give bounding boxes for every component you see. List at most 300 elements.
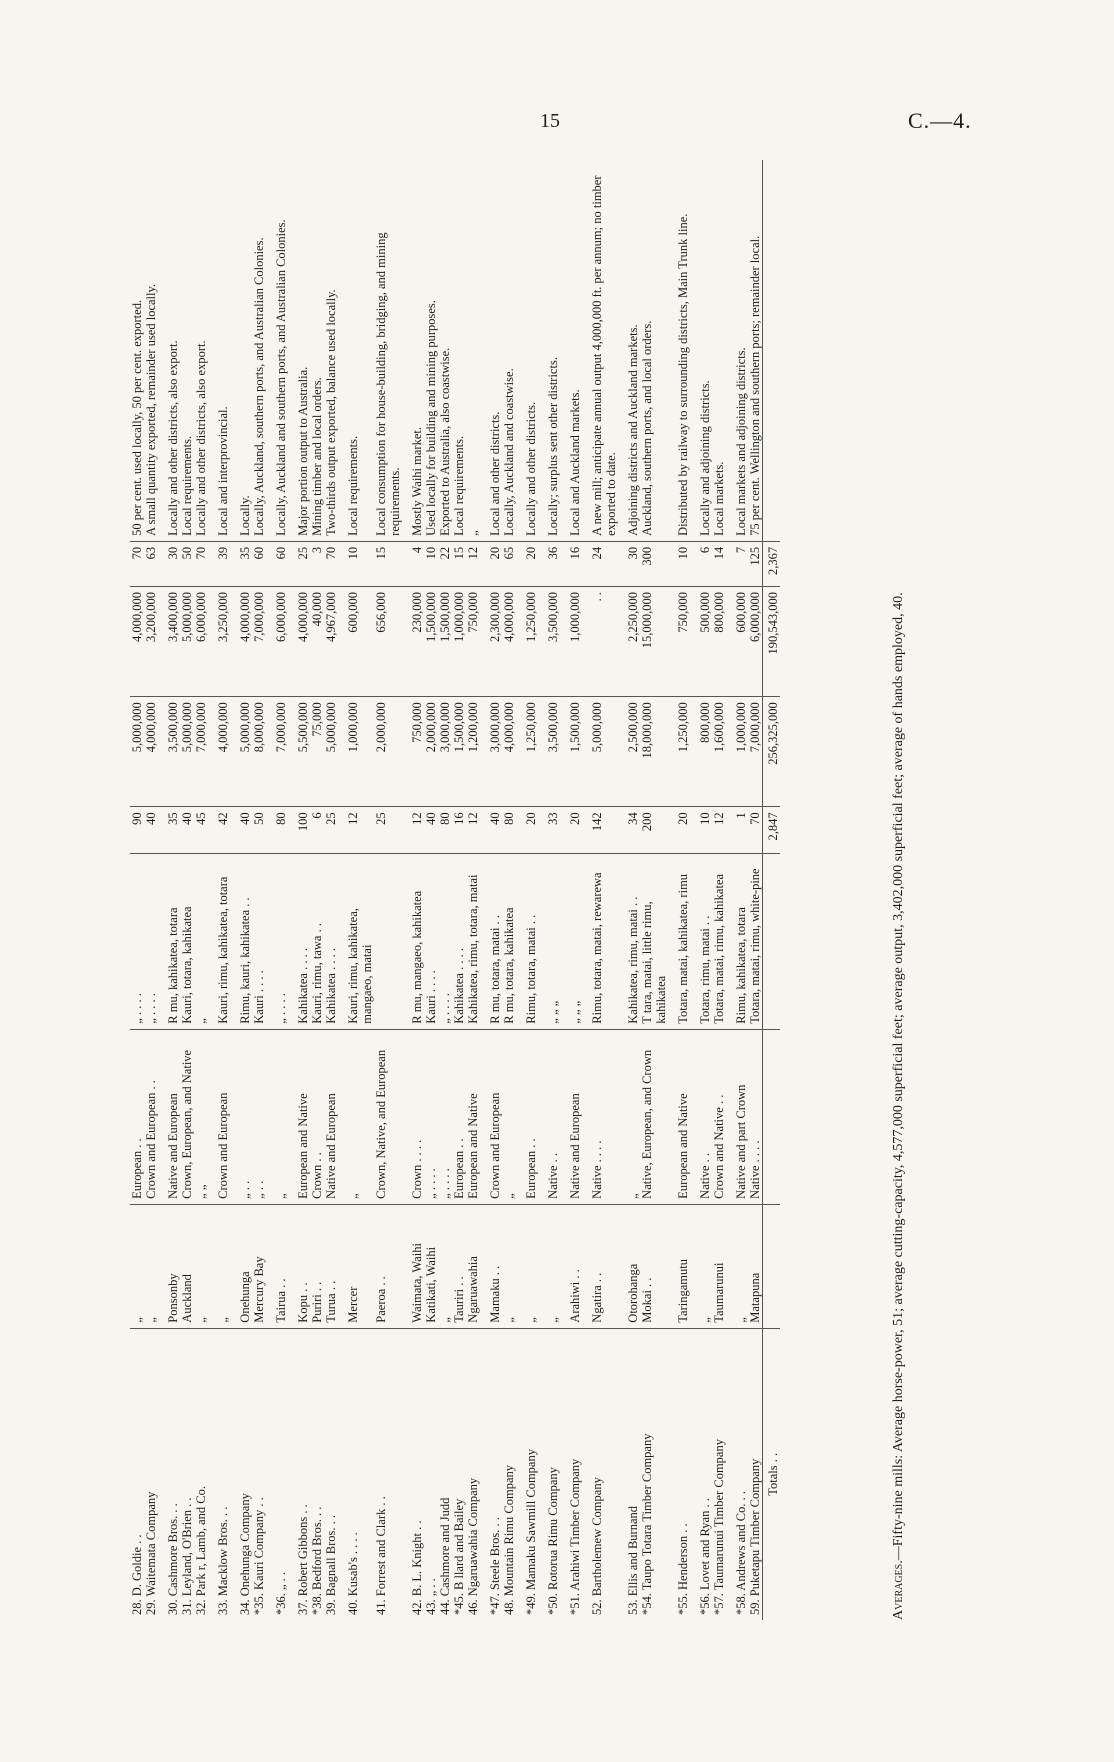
cell-hp: 1 — [726, 807, 748, 854]
cell-name: *58. Andrews and Co. . . — [734, 1491, 748, 1615]
cell-name: 59. Puketapu Timber Company — [748, 1458, 762, 1615]
cell-hands: 36 — [538, 541, 560, 586]
cell-hands: 60 — [252, 541, 266, 586]
cell-timber: „ „ „ — [560, 854, 582, 1029]
cell-place: „ — [690, 1204, 712, 1328]
cell-hp: 80 — [266, 807, 288, 854]
cell-mkt: A small quantity exported, remainder used locally. — [144, 160, 158, 541]
cell-out: 6,000,000 — [748, 587, 763, 697]
cell-hp: 80 — [438, 807, 452, 854]
table-row — [158, 160, 180, 1620]
cell-cap: 5,000,000 — [230, 697, 252, 807]
cell-mkt: Adjoining districts and Auckland markets. — [618, 160, 640, 541]
cell-cap: 2,000,000 — [424, 697, 438, 807]
cell-tenure: „ — [338, 1029, 374, 1204]
cell-cap: 1,250,000 — [668, 697, 690, 807]
cell-tenure: Crown, European, and Native — [180, 1029, 194, 1204]
cell-place: „ — [438, 1204, 452, 1328]
cell-out: 2,250,000 — [618, 587, 640, 697]
cell-hp: 12 — [466, 807, 480, 854]
cell-mkt: Local markets. — [712, 160, 726, 541]
cell-name: 53. Ellis and Burnand — [626, 1505, 640, 1615]
cell-name: 30. Cashmore Bros. . . — [166, 1503, 180, 1615]
table-row — [748, 160, 763, 1620]
page-number: 15 — [540, 110, 560, 132]
cell-place: Tauriri . . — [452, 1204, 466, 1328]
table-row — [438, 160, 452, 1620]
table-row — [324, 160, 338, 1620]
cell-tenure: „ . . . . — [438, 1029, 452, 1204]
cell-mkt: Local and Auckland markets. — [560, 160, 582, 541]
cell-out: 600,000 — [726, 587, 748, 697]
cell-cap: 1,500,000 — [452, 697, 466, 807]
cell-out: 4,967,000 — [324, 587, 338, 697]
cell-place: Taumarunui — [712, 1204, 726, 1328]
cell-mkt: Locally and other districts, also export. — [158, 160, 180, 541]
totals-output: 190,543,000 — [763, 587, 781, 697]
cell-hands: 10 — [668, 541, 690, 586]
cell-out: 7,000,000 — [252, 587, 266, 697]
cell-cap: 8,000,000 — [252, 697, 266, 807]
table-row — [230, 160, 252, 1620]
cell-name: 28. D. Goldie . . — [130, 1534, 144, 1615]
cell-mkt: Locally, Auckland, southern ports, and Australian Colonies. — [252, 160, 266, 541]
cell-hp: 34 — [618, 807, 640, 854]
cell-timber: Rimu, totara, matai . . — [516, 854, 538, 1029]
table-row — [194, 160, 208, 1620]
cell-out: 6,000,000 — [266, 587, 288, 697]
cell-tenure: „ . . — [252, 1029, 266, 1204]
table-row — [310, 160, 324, 1620]
cell-name: 46. Ngaruawahia Company — [466, 1477, 480, 1615]
table-row — [640, 160, 668, 1620]
cell-cap: 3,500,000 — [158, 697, 180, 807]
table-row — [560, 160, 582, 1620]
cell-out: 500,000 — [690, 587, 712, 697]
cell-out: 40,000 — [310, 587, 324, 697]
cell-tenure: European . . — [516, 1029, 538, 1204]
cell-name: *56. Lovet and Ryan . . — [698, 1498, 712, 1615]
cell-out: 1,500,000 — [438, 587, 452, 697]
cell-place: Katikati, Waihi — [424, 1204, 438, 1328]
cell-hands: 63 — [144, 541, 158, 586]
averages-text: —Fifty-nine mills: Average horse-power, 51; average cutting-capacity, 4,577,000 superficial feet; average output, 3,402,000 superficial feet; average of hands employed, 40. — [891, 592, 906, 1561]
cell-timber: Kahikatea . . . . — [324, 854, 338, 1029]
cell-mkt: 75 per cent. Wellington and southern ports; remainder local. — [748, 160, 763, 541]
cell-timber: R mu, kahikatea, totara — [158, 854, 180, 1029]
totals-hp: 2,847 — [763, 807, 781, 854]
cell-cap: 3,500,000 — [538, 697, 560, 807]
cell-tenure: „ . . — [230, 1029, 252, 1204]
cell-mkt: Major portion output to Australia. — [288, 160, 310, 541]
cell-hp: 100 — [288, 807, 310, 854]
table-row — [452, 160, 466, 1620]
cell-mkt: Local requirements. — [338, 160, 374, 541]
cell-hands: 12 — [466, 541, 480, 586]
cell-hands: 30 — [618, 541, 640, 586]
cell-hands: 65 — [502, 541, 516, 586]
cell-out: 4,000,000 — [230, 587, 252, 697]
cell-name: *54. Taupo Totara Timber Company — [640, 1433, 654, 1615]
cell-place: Puriri . . — [310, 1204, 324, 1328]
cell-cap: 75,000 — [310, 697, 324, 807]
cell-out: 6,000,000 — [194, 587, 208, 697]
cell-tenure: European and Native — [466, 1029, 480, 1204]
cell-name: 43. „ . . — [424, 1578, 438, 1615]
cell-out: 15,000,000 — [640, 587, 668, 697]
cell-tenure: Native and European — [158, 1029, 180, 1204]
cell-hands: 14 — [712, 541, 726, 586]
cell-hp: 35 — [158, 807, 180, 854]
cell-place: Matapuna — [748, 1204, 763, 1328]
cell-timber: Totara, matai, rimu, white-pine — [748, 854, 763, 1029]
cell-name: *51. Arahiwi Timber Company — [568, 1458, 582, 1615]
cell-hp: 40 — [144, 807, 158, 854]
cell-cap: 750,000 — [402, 697, 424, 807]
cell-cap: 7,000,000 — [748, 697, 763, 807]
cell-mkt: Auckland, southern ports, and local orders. — [640, 160, 668, 541]
cell-hp: 25 — [324, 807, 338, 854]
cell-cap: 2,000,000 — [374, 697, 402, 807]
cell-timber: „ „ „ — [538, 854, 560, 1029]
cell-tenure: Crown . . . . — [402, 1029, 424, 1204]
table-row — [690, 160, 712, 1620]
cell-place: Kopu . . — [288, 1204, 310, 1328]
cell-cap: 1,000,000 — [726, 697, 748, 807]
cell-hp: 80 — [502, 807, 516, 854]
cell-cap: 5,000,000 — [324, 697, 338, 807]
document-code: C.—4. — [908, 108, 972, 133]
table-row — [726, 160, 748, 1620]
cell-mkt: Local markets and adjoining districts. — [726, 160, 748, 541]
cell-mkt: Locally and other districts, also export. — [194, 160, 208, 541]
cell-cap: 18,000,000 — [640, 697, 668, 807]
cell-hands: 39 — [208, 541, 230, 586]
cell-timber: Kauri, totara, kahikatea — [180, 854, 194, 1029]
cell-cap: 7,000,000 — [266, 697, 288, 807]
cell-timber: Kauri, rimu, kahikatea, mangaeo, matai — [338, 854, 374, 1029]
cell-tenure: Crown and European — [480, 1029, 502, 1204]
cell-timber: „ . . . . — [438, 854, 452, 1029]
cell-place: Mercer — [338, 1204, 374, 1328]
cell-cap: 4,000,000 — [502, 697, 516, 807]
cell-hp: 10 — [690, 807, 712, 854]
cell-name: 29. Waitemata Company — [144, 1491, 158, 1615]
cell-place: Mamaku . . — [480, 1204, 502, 1328]
totals-row — [763, 160, 781, 1620]
cell-tenure: „ — [618, 1029, 640, 1204]
cell-name: 33. Macklow Bros. . . — [216, 1506, 230, 1615]
cell-name: 31. Leyland, O'Brien . . — [180, 1497, 194, 1615]
cell-name: *45. B llard and Bailey — [452, 1498, 466, 1615]
cell-timber: Kahikatea, rimu, matai . . — [618, 854, 640, 1029]
cell-timber: T tara, matai, little rimu, kahikatea — [640, 854, 668, 1029]
cell-tenure: „ „ — [194, 1029, 208, 1204]
cell-hands: 10 — [424, 541, 438, 586]
cell-hp: 16 — [452, 807, 466, 854]
cell-hands: 60 — [266, 541, 288, 586]
cell-out: 2,300,000 — [480, 587, 502, 697]
cell-cap: 7,000,000 — [194, 697, 208, 807]
cell-timber: Rimu, kahikatea, totara — [726, 854, 748, 1029]
cell-hp: 20 — [516, 807, 538, 854]
cell-name: 40. Kusab's . . . . — [346, 1532, 360, 1615]
cell-cap: 5,000,000 — [582, 697, 618, 807]
cell-place: Taringamutu — [668, 1204, 690, 1328]
cell-hands: 20 — [516, 541, 538, 586]
cell-name: *38. Bedford Bros. . . — [310, 1506, 324, 1615]
cell-timber — [374, 854, 402, 1029]
cell-hands: 50 — [180, 541, 194, 586]
cell-hands: 15 — [374, 541, 402, 586]
cell-tenure: „ — [502, 1029, 516, 1204]
cell-tenure: Crown . . — [310, 1029, 324, 1204]
cell-timber: Totara, rimu, matai . . — [690, 854, 712, 1029]
cell-cap: 1,250,000 — [516, 697, 538, 807]
cell-cap: 5,000,000 — [130, 697, 144, 807]
cell-tenure: Native and European — [560, 1029, 582, 1204]
cell-hp: 12 — [338, 807, 374, 854]
cell-place: Ngaruawahia — [466, 1204, 480, 1328]
cell-mkt: A new mill; anticipate annual output 4,000,000 ft. per annum; no timber exported to date. — [582, 160, 618, 541]
cell-timber: Kauri . . . . — [252, 854, 266, 1029]
cell-out: 4,000,000 — [502, 587, 516, 697]
cell-place: Mokai . . — [640, 1204, 668, 1328]
cell-timber: Kauri, rimu, kahikatea, totara — [208, 854, 230, 1029]
cell-hands: 15 — [452, 541, 466, 586]
cell-place: Onehunga — [230, 1204, 252, 1328]
cell-cap: 1,200,000 — [466, 697, 480, 807]
cell-place: Mercury Bay — [252, 1204, 266, 1328]
cell-hp: 142 — [582, 807, 618, 854]
cell-mkt: Local and other districts. — [480, 160, 502, 541]
cell-out: 1,000,000 — [452, 587, 466, 697]
table-row — [288, 160, 310, 1620]
cell-hp: 40 — [180, 807, 194, 854]
cell-hp: 200 — [640, 807, 668, 854]
cell-timber: Totara, matai, rimu, kahikatea — [712, 854, 726, 1029]
cell-hands: 30 — [158, 541, 180, 586]
cell-mkt: 50 per cent. used locally, 50 per cent. exported. — [130, 160, 144, 541]
cell-tenure: Crown and European — [208, 1029, 230, 1204]
cell-mkt: Mining timber and local orders. — [310, 160, 324, 541]
cell-timber: Totara, matai, kahikatea, rimu — [668, 854, 690, 1029]
rotated-table-page — [130, 160, 970, 1620]
table-row — [180, 160, 194, 1620]
cell-name: 44. Cashmore and Judd — [438, 1497, 452, 1615]
cell-mkt: Two-thirds output exported, balance used locally. — [324, 160, 338, 541]
cell-timber: Rimu, totara, matai, rewarewa — [582, 854, 618, 1029]
cell-hp: 12 — [712, 807, 726, 854]
totals-hands: 2,367 — [763, 541, 781, 586]
cell-mkt: Locally and adjoining districts. — [690, 160, 712, 541]
cell-mkt: Local and interprovincial. — [208, 160, 230, 541]
cell-hands: 70 — [324, 541, 338, 586]
cell-hands: 4 — [402, 541, 424, 586]
cell-out: . . — [582, 587, 618, 697]
cell-mkt: Locally and other districts. — [516, 160, 538, 541]
cell-hp: 90 — [130, 807, 144, 854]
totals-capacity: 256,325,000 — [763, 697, 781, 807]
cell-cap: 1,600,000 — [712, 697, 726, 807]
cell-tenure: Native and part Crown — [726, 1029, 748, 1204]
cell-hp: 33 — [538, 807, 560, 854]
cell-timber: R mu, mangaeo, kahikatea — [402, 854, 424, 1029]
cell-out: 4,000,000 — [288, 587, 310, 697]
cell-out: 600,000 — [338, 587, 374, 697]
cell-hands: 16 — [560, 541, 582, 586]
cell-timber: „ . . . . — [144, 854, 158, 1029]
cell-tenure: Crown and Native . . — [712, 1029, 726, 1204]
cell-out: 1,250,000 — [516, 587, 538, 697]
cell-cap: 1,000,000 — [338, 697, 374, 807]
cell-hp: 25 — [374, 807, 402, 854]
cell-name: *50. Rotorua Rimu Company — [546, 1467, 560, 1615]
cell-mkt: Locally, Auckland and southern ports, and Australian Colonies. — [266, 160, 288, 541]
cell-hp: 42 — [208, 807, 230, 854]
cell-mkt: Local consumption for house-building, bridging, and mining requirements. — [374, 160, 402, 541]
cell-place: Paeroa . . — [374, 1204, 402, 1328]
cell-hp: 20 — [668, 807, 690, 854]
cell-cap: 4,000,000 — [208, 697, 230, 807]
cell-place: „ — [538, 1204, 560, 1328]
cell-tenure: Native and European — [324, 1029, 338, 1204]
table-body — [130, 160, 763, 1620]
cell-name: *55. Henderson . . — [676, 1523, 690, 1615]
cell-cap: 1,500,000 — [560, 697, 582, 807]
cell-out: 750,000 — [668, 587, 690, 697]
cell-hands: 20 — [480, 541, 502, 586]
cell-name: *35. Kauri Company . . — [252, 1497, 266, 1615]
cell-out: 3,200,000 — [144, 587, 158, 697]
cell-name: 32. Park r, Lamb, and Co. — [194, 1486, 208, 1615]
cell-hands: 22 — [438, 541, 452, 586]
cell-hands: 70 — [130, 541, 144, 586]
cell-name: *57. Taumarunui Timber Company — [712, 1439, 726, 1615]
cell-tenure: Native, European, and Crown — [640, 1029, 668, 1204]
cell-tenure: Crown, Native, and European — [374, 1029, 402, 1204]
cell-hands: 3 — [310, 541, 324, 586]
cell-out: 1,000,000 — [560, 587, 582, 697]
cell-tenure: Native . . — [690, 1029, 712, 1204]
cell-hands: 35 — [230, 541, 252, 586]
cell-out: 656,000 — [374, 587, 402, 697]
cell-out: 800,000 — [712, 587, 726, 697]
cell-timber: Kauri, rimu, tawa . . — [310, 854, 324, 1029]
cell-out: 3,500,000 — [538, 587, 560, 697]
cell-place: „ — [502, 1204, 516, 1328]
cell-timber: Kahikatea, rimu, totara, matai — [466, 854, 480, 1029]
cell-timber: Kahikatea . . . . — [288, 854, 310, 1029]
cell-name: 39. Bagnall Bros. . . — [324, 1515, 338, 1615]
table-row — [252, 160, 266, 1620]
table-row — [144, 160, 158, 1620]
cell-place: Ponsonby — [158, 1204, 180, 1328]
cell-tenure: „ — [266, 1029, 288, 1204]
cell-out: 3,250,000 — [208, 587, 230, 697]
table-row — [712, 160, 726, 1620]
cell-out: 5,000,000 — [180, 587, 194, 697]
table-row — [130, 160, 144, 1620]
cell-hands: 24 — [582, 541, 618, 586]
cell-name: *49. Mamaku Sawmill Company — [524, 1449, 538, 1615]
cell-tenure: „ . . . . — [424, 1029, 438, 1204]
table-row — [424, 160, 438, 1620]
table-row — [618, 160, 640, 1620]
cell-cap: 3,000,000 — [438, 697, 452, 807]
cell-timber: R mu, totara, kahikatea — [502, 854, 516, 1029]
cell-place: Turua . . — [324, 1204, 338, 1328]
cell-out: 4,000,000 — [130, 587, 144, 697]
cell-place: „ — [194, 1204, 208, 1328]
cell-timber: „ . . . . — [266, 854, 288, 1029]
sawmill-table — [130, 160, 780, 1620]
cell-mkt: Local requirements. — [452, 160, 466, 541]
cell-hp: 12 — [402, 807, 424, 854]
cell-hp: 50 — [252, 807, 266, 854]
cell-tenure: Native . . . . — [582, 1029, 618, 1204]
averages-lead: Averages. — [891, 1560, 906, 1620]
table-row — [466, 160, 480, 1620]
cell-hands: 10 — [338, 541, 374, 586]
cell-place: Arahiwi . . — [560, 1204, 582, 1328]
cell-name: 34. Onehunga Company — [238, 1493, 252, 1615]
cell-mkt: „ — [466, 160, 480, 541]
cell-out: 3,400,000 — [158, 587, 180, 697]
cell-place: „ — [130, 1204, 144, 1328]
cell-hp: 6 — [310, 807, 324, 854]
table-row — [338, 160, 374, 1620]
cell-out: 230,000 — [402, 587, 424, 697]
cell-cap: 4,000,000 — [144, 697, 158, 807]
cell-timber: Kauri . . . . — [424, 854, 438, 1029]
cell-cap: 2,500,000 — [618, 697, 640, 807]
cell-hands: 25 — [288, 541, 310, 586]
cell-tenure: European . . — [130, 1029, 144, 1204]
cell-timber: „ — [194, 854, 208, 1029]
table-row — [502, 160, 516, 1620]
table-row — [480, 160, 502, 1620]
cell-name: *47. Steele Bros. . . — [488, 1517, 502, 1615]
table-row — [538, 160, 560, 1620]
cell-cap: 5,000,000 — [180, 697, 194, 807]
table-row — [208, 160, 230, 1620]
cell-timber: Rimu, kauri, kahikatea . . — [230, 854, 252, 1029]
cell-mkt: Local requirements. — [180, 160, 194, 541]
cell-mkt: Exported to Australia, also coastwise. — [438, 160, 452, 541]
cell-mkt: Locally, Auckland and coastwise. — [502, 160, 516, 541]
cell-hp: 40 — [424, 807, 438, 854]
table-row — [402, 160, 424, 1620]
cell-place: „ — [144, 1204, 158, 1328]
cell-place: „ — [726, 1204, 748, 1328]
cell-hands: 7 — [726, 541, 748, 586]
cell-name: 42. B. L. Knight . . — [410, 1520, 424, 1615]
cell-place: „ — [208, 1204, 230, 1328]
averages-note — [890, 160, 908, 1620]
table-row — [516, 160, 538, 1620]
cell-place: Otorohanga — [618, 1204, 640, 1328]
cell-hp: 45 — [194, 807, 208, 854]
cell-hands: 125 — [748, 541, 763, 586]
cell-name: 37. Robert Gibbons . . — [296, 1504, 310, 1615]
cell-out: 1,500,000 — [424, 587, 438, 697]
cell-out: 750,000 — [466, 587, 480, 697]
cell-hp: 70 — [748, 807, 763, 854]
cell-tenure: European . . — [452, 1029, 466, 1204]
cell-hp: 20 — [560, 807, 582, 854]
cell-tenure: Native . . . . — [748, 1029, 763, 1204]
